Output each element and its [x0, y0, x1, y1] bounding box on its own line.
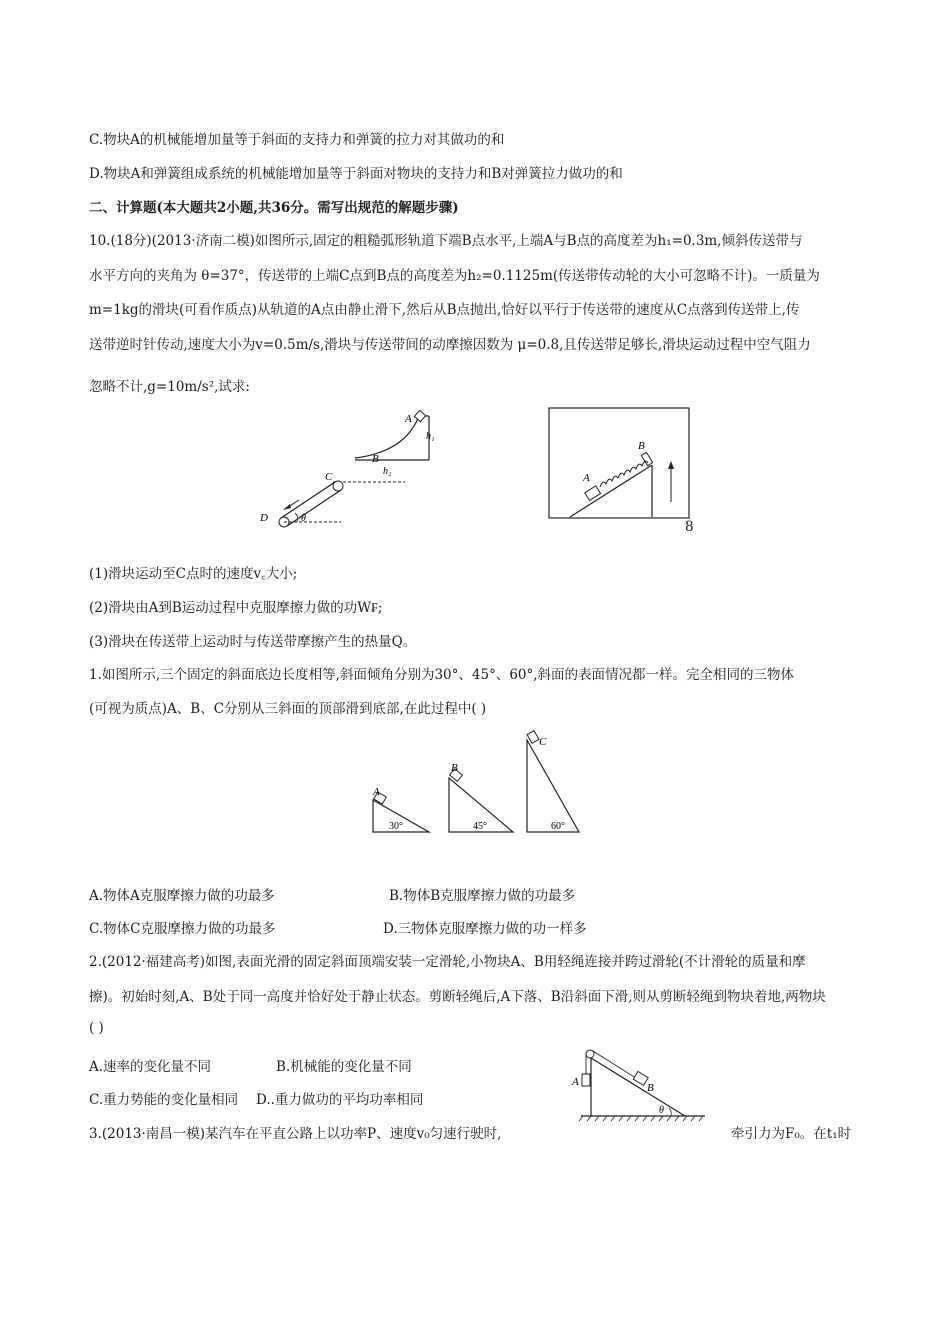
q2-option-c: C.重力势能的变化量相同 [89, 1092, 239, 1108]
q1-option-c: C.物体C克服摩擦力做的功最多 [89, 921, 276, 937]
q1-line-2: (可视为质点)A、B、C分别从三斜面的顶部滑到底部,在此过程中( ) [89, 701, 487, 717]
section-heading: 二、计算题(本大题共2小题,共36分。需写出规范的解题步骤) [89, 200, 459, 216]
option-d-top: D.物块A和弹簧组成系统的机械能增加量等于斜面对物块的支持力和B对弹簧拉力做功的和 [89, 166, 623, 182]
label-h1: h₁ [426, 431, 435, 442]
q2-line-1: 2.(2012·福建高考)如图,表面光滑的固定斜面顶端安装一定滑轮,小物块A、B用轻绳连接并跨过滑轮(不计滑轮的质量和摩 [89, 954, 806, 970]
q1-option-a: A.物体A克服摩擦力做的功最多 [89, 888, 275, 904]
label-45: 45° [473, 821, 487, 832]
track-conveyor-figure [255, 410, 435, 530]
three-slopes-figure [365, 730, 585, 840]
q10-part-2: (2)滑块由A到B运动过程中克服摩擦力做的功W₣; [89, 600, 383, 616]
page-marker: 8 [685, 519, 694, 535]
q10-part-3: (3)滑块在传送带上运动时与传送带摩擦产生的热量Q。 [89, 634, 417, 650]
label-a: A [405, 413, 412, 425]
label-theta: θ [659, 1105, 664, 1116]
label-30: 30° [389, 821, 403, 832]
pulley-incline-figure [555, 1042, 715, 1127]
q10-line-2: 水平方向的夹角为 θ=37°，传送带的上端C点到B点的高度差为h₂=0.1125m(传送带传动轮的大小可忽略不计)。一质量为 [89, 268, 820, 284]
q2-option-b: B.机械能的变化量不同 [276, 1059, 412, 1075]
label-c: C [325, 471, 333, 483]
q2-option-a: A.速率的变化量不同 [89, 1059, 212, 1075]
label-theta: θ [301, 513, 306, 524]
q2-line-3: ( ) [89, 1020, 104, 1036]
q1-line-1: 1.如图所示,三个固定的斜面底边长度相等,斜面倾角分别为30°、45°、60°,斜面的表面情况都一样。完全相同的三物体 [89, 667, 795, 683]
label-c: C [539, 736, 547, 748]
q3-line-right: 牵引力为F₀。在t₁时 [731, 1126, 852, 1142]
q10-part-1: (1)滑块运动至C点时的速度v꜀大小; [89, 566, 298, 582]
q2-option-d: D..重力做功的平均功率相同 [256, 1092, 424, 1108]
q1-option-d: D.三物体克服摩擦力做的功一样多 [383, 921, 587, 937]
label-b: B [647, 1082, 654, 1094]
label-a: A [583, 472, 590, 484]
label-b: B [638, 440, 645, 452]
label-a: A [572, 1076, 579, 1088]
option-c-top: C.物块A的机械能增加量等于斜面的支持力和弹簧的拉力对其做功的和 [89, 132, 505, 148]
q10-line-4: 送带逆时针传动,速度大小为v=0.5m/s,滑块与传送带间的动摩擦因数为 μ=0.8,且传送带足够长,滑块运动过程中空气阻力 [89, 337, 811, 353]
label-a: A [373, 786, 380, 798]
q10-line-5: 忽略不计,g=10m/s²,试求: [89, 379, 250, 395]
label-b: B [451, 762, 458, 774]
q3-line-left: 3.(2013·南昌一模)某汽车在平直公路上以功率P、速度v₀匀速行驶时, [89, 1126, 502, 1142]
q10-line-1: 10.(18分)(2013·济南二模)如图所示,固定的粗糙弧形轨道下端B点水平,上端A与B点的高度差为h₁=0.3m,倾斜传送带与 [89, 233, 803, 249]
label-60: 60° [551, 821, 565, 832]
spring-box-figure [548, 407, 693, 522]
label-d: D [260, 512, 268, 524]
label-b: B [372, 453, 379, 465]
q2-line-2: 擦)。初始时刻,A、B处于同一高度并恰好处于静止状态。剪断轻绳后,A下落、B沿斜面下滑,则从剪断轻绳到物块着地,两物块 [89, 989, 826, 1005]
label-h2: h₂ [383, 466, 392, 477]
q10-line-3: m=1kg的滑块(可看作质点)从轨道的A点由静止滑下,然后从B点抛出,恰好以平行于传送带的速度从C点落到传送带上,传 [89, 302, 800, 318]
q1-option-b: B.物体B克服摩擦力做的功最多 [389, 888, 576, 904]
